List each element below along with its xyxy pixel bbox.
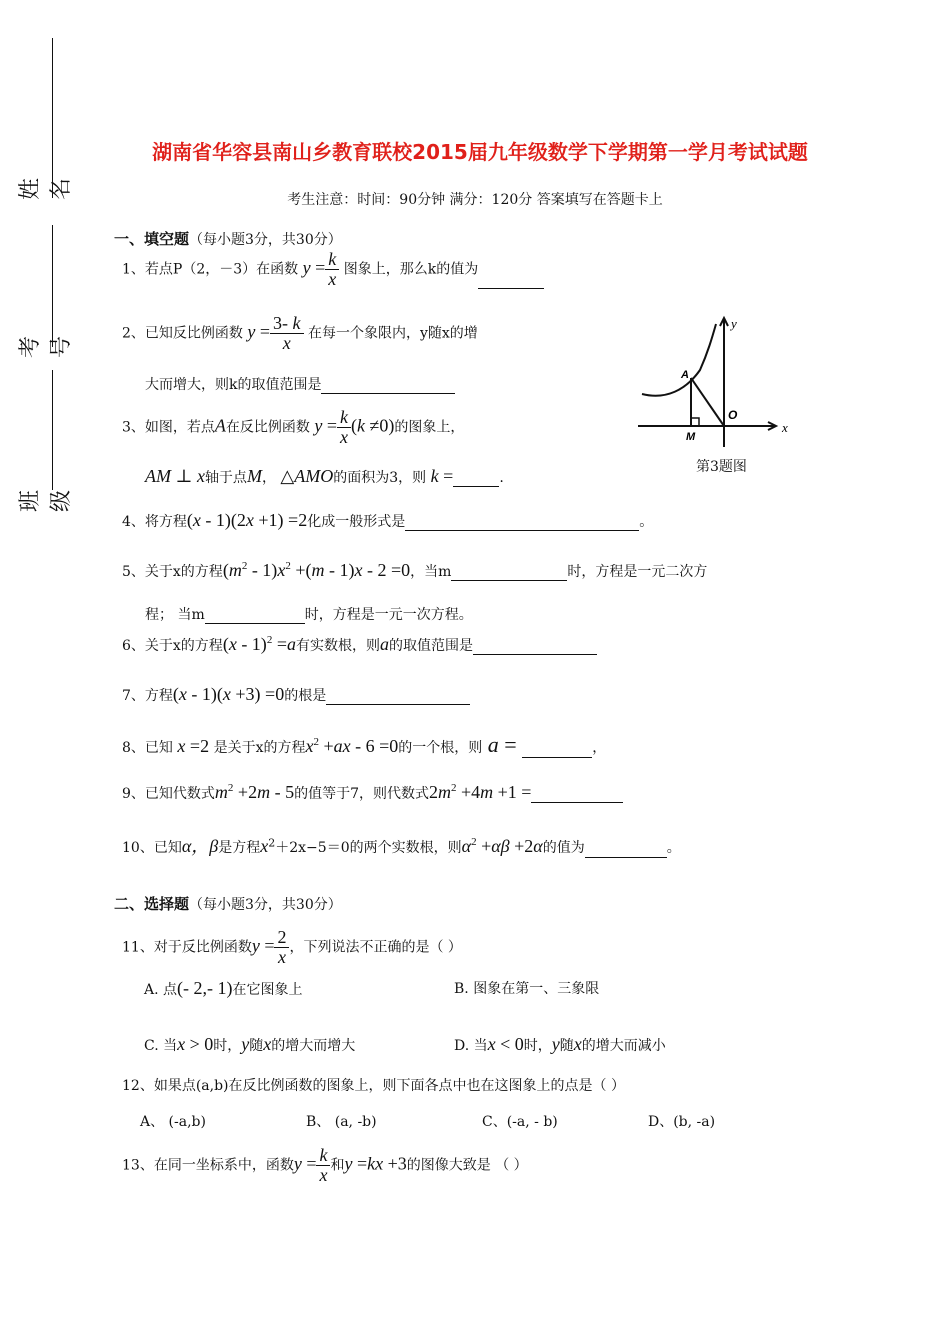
q7-answer-blank[interactable] bbox=[326, 686, 470, 705]
section-1-heading bbox=[114, 228, 342, 249]
q4-text-c: 。 bbox=[639, 514, 654, 530]
q1-text-b: 图象上，那么k的值为 bbox=[343, 261, 479, 278]
label-m: M bbox=[686, 431, 696, 443]
q1-answer-blank[interactable] bbox=[478, 270, 544, 289]
q5-text-e: 时，方程是一元一次方程。 bbox=[304, 607, 473, 623]
q10-text-e: 。 bbox=[666, 840, 681, 856]
q11-option-d[interactable]: D. 当x < 0时，y随x的增大而减小 bbox=[454, 1034, 666, 1054]
q11-text-a: 11、对于反比例函数 bbox=[122, 939, 252, 956]
q12-option-c[interactable]: C、(-a, - b) bbox=[482, 1114, 558, 1130]
q3-text-d: 轴于点 bbox=[204, 470, 247, 486]
question-7: 7、方程(x - 1)(x +3) =0的根是 bbox=[122, 684, 470, 705]
q9-answer-blank[interactable] bbox=[531, 784, 623, 803]
q8-text-a: 8、已知 bbox=[122, 740, 173, 756]
q11-option-b[interactable]: B. 图象在第一、三象限 bbox=[454, 981, 600, 997]
question-2-line-2 bbox=[145, 374, 455, 394]
q13-text-a: 13、在同一坐标系中，函数 bbox=[122, 1157, 294, 1174]
q2-text-a: 2、已知反比例函数 bbox=[122, 325, 243, 342]
label-x: x bbox=[782, 420, 788, 435]
q5-answer-blank-2[interactable] bbox=[205, 605, 305, 624]
q11-text-b: ，下列说法不正确的是（ ） bbox=[289, 939, 462, 956]
q5-text-c: 时，方程是一元二次方 bbox=[567, 564, 708, 580]
q13-text-c: 的图像大致是 （ ） bbox=[406, 1157, 528, 1174]
q2-text-b: 在每一个象限内，y随x的增 bbox=[307, 325, 478, 342]
q11-opt-d-text-c: 随 bbox=[559, 1038, 574, 1054]
q5-answer-blank-1[interactable] bbox=[451, 562, 567, 581]
q3-text-e: ， bbox=[261, 470, 276, 486]
q4-answer-blank[interactable] bbox=[405, 512, 639, 531]
q10-text-a: 10、已知 bbox=[122, 840, 182, 856]
q9-text-a: 9、已知代数式 bbox=[122, 786, 215, 802]
label-a: A bbox=[681, 369, 689, 381]
question-1: 1、若点P（2，－3）在函数 y = $\frac{k}{x}$ 图象上，那么k的值为 bbox=[122, 250, 544, 289]
name-label: 姓名 bbox=[18, 178, 74, 201]
label-o: O bbox=[728, 408, 738, 422]
q11-option-c[interactable]: C. 当x > 0时，y随x的增大而增大 bbox=[144, 1034, 356, 1054]
question-3: 3、如图，若点A在反比例函数 y = $\frac{k}{x}$ (k ≠0)的图象上， bbox=[122, 407, 465, 447]
q10-text-b: 是方程 bbox=[218, 840, 261, 856]
q11-opt-c-text-c: 随 bbox=[249, 1038, 264, 1054]
question-6: 6、关于x的方程(x - 1)$^2$ =a有实数根，则a的取值范围是 bbox=[122, 634, 597, 655]
question-12: 12、如果点(a,b)在反比例函数的图象上，则下面各点中也在这图象上的点是（ ） bbox=[122, 1078, 625, 1094]
q13-text-b: 和 bbox=[330, 1157, 345, 1174]
question-11: 11、对于反比例函数y = $\frac{2}{x}$ ，下列说法不正确的是（ ） bbox=[122, 927, 462, 967]
class-label: 班级 bbox=[18, 490, 74, 513]
q5-text-b: ，当m bbox=[410, 564, 452, 580]
section-2-title: 二、选择题 bbox=[114, 895, 190, 913]
q1-text-a: 1、若点P（2，－3）在函数 bbox=[122, 261, 299, 278]
question-3-line-2: AM ⊥ x轴于点M， △AMO的面积为3，则 k = . bbox=[145, 466, 504, 486]
q12-option-a[interactable]: A、 (-a,b) bbox=[140, 1114, 206, 1130]
q3-text-f: 的面积为3，则 bbox=[333, 470, 427, 486]
q11-opt-d-text-d: 的增大而减小 bbox=[581, 1038, 666, 1054]
page-title: 湖南省华容县南山乡教育联校2015届九年级数学下学期第一学月考试试题 bbox=[152, 140, 808, 164]
figure-caption: 第3题图 bbox=[696, 459, 747, 475]
q10-text-c: ＋2x−5＝0的两个实数根，则 bbox=[275, 840, 462, 856]
hyperbola-curve bbox=[642, 324, 716, 396]
question-2: 2、已知反比例函数 y = $\frac{3- k}{x}$ 在每一个象限内，y随x的增 bbox=[122, 313, 478, 353]
q12-option-b[interactable]: B、 (a, -b) bbox=[306, 1114, 377, 1130]
q11-option-a[interactable]: A. 点(- 2,- 1)在它图象上 bbox=[144, 978, 303, 998]
section-2-note: （每小题3分，共30分） bbox=[189, 897, 342, 913]
q4-text-b: 化成一般形式是 bbox=[307, 514, 406, 530]
q3-figure bbox=[636, 312, 796, 452]
question-13: 13、在同一坐标系中，函数y = $\frac{k}{x}$ 和y =kx +3的图像大致是 （ ） bbox=[122, 1145, 528, 1185]
q11-opt-a-text-b: 在它图象上 bbox=[232, 982, 303, 998]
q9-text-b: 的值等于7，则代数式 bbox=[294, 786, 429, 802]
q12-option-d[interactable]: D、(b, -a) bbox=[648, 1114, 716, 1130]
q4-text-a: 4、将方程 bbox=[122, 514, 187, 530]
q2-text-c: 大而增大，则k的取值范围是 bbox=[145, 377, 322, 393]
q11-opt-c-text-d: 的增大而增大 bbox=[271, 1038, 356, 1054]
q2-answer-blank[interactable] bbox=[321, 375, 455, 394]
question-10: 10、已知α，β是方程$x^2+2x-5=0$的两个实数根，则$\alpha^2 +\alpha\beta +2\alpha$的值为 。 bbox=[122, 836, 681, 856]
section-1-title: 一、填空题 bbox=[114, 230, 190, 248]
section-2-heading bbox=[114, 893, 342, 914]
q6-text-c: 的取值范围是 bbox=[388, 638, 473, 654]
exam-notice: 考生注意：时间：90分钟 满分：120分 答案填写在答题卡上 bbox=[287, 192, 663, 208]
question-9: 9、已知代数式$m^2 +2m - 5$的值等于7，则代数式$2m^2 +4m +1$ = bbox=[122, 782, 623, 803]
number-label: 考号 bbox=[18, 336, 74, 359]
label-y: y bbox=[731, 316, 737, 331]
q5-text-d: 程； 当m bbox=[145, 607, 205, 623]
q11-opt-c-text-a: C. 当 bbox=[144, 1038, 178, 1054]
q11-opt-d-text-b: 时， bbox=[523, 1038, 552, 1054]
q3-text-g: . bbox=[499, 470, 504, 486]
q5-text-a: 5、关于x的方程 bbox=[122, 564, 223, 580]
q7-text-a: 7、方程 bbox=[122, 688, 173, 704]
q11-opt-d-text-a: D. 当 bbox=[454, 1038, 488, 1054]
question-5-line-2 bbox=[145, 604, 473, 624]
question-8: 8、已知 x =2 是关于x的方程$x^2 +ax - 6 =0$的一个根，则 a = ， bbox=[122, 732, 607, 757]
q6-answer-blank[interactable] bbox=[473, 636, 597, 655]
q6-text-a: 6、关于x的方程 bbox=[122, 638, 223, 654]
q11-opt-a-text-a: A. 点 bbox=[144, 982, 178, 998]
section-1-note: （每小题3分，共30分） bbox=[189, 232, 342, 248]
q8-text-d: ， bbox=[592, 740, 607, 756]
q6-text-b: 有实数根，则 bbox=[295, 638, 380, 654]
q7-text-b: 的根是 bbox=[284, 688, 327, 704]
segment-ao bbox=[691, 378, 724, 426]
q8-text-b: 是关于x的方程 bbox=[213, 740, 306, 756]
q3-answer-blank[interactable] bbox=[453, 468, 499, 487]
class-line bbox=[52, 370, 53, 490]
q8-answer-blank[interactable] bbox=[522, 739, 592, 758]
q3-text-a: 3、如图，若点 bbox=[122, 419, 215, 436]
q11-opt-c-text-b: 时， bbox=[213, 1038, 242, 1054]
question-5: 5、关于x的方程$(m^2 - 1)x^2 +(m - 1)x - 2 =0$，当m 时，方程是一元二次方 bbox=[122, 560, 708, 580]
q10-text-d: 的值为 bbox=[542, 840, 585, 856]
q3-text-c: 的图象上， bbox=[394, 419, 465, 436]
q8-text-c: 的一个根，则 bbox=[398, 740, 483, 756]
q10-answer-blank[interactable] bbox=[585, 839, 667, 858]
question-4: 4、将方程(x - 1)(2x +1) =2化成一般形式是 。 bbox=[122, 510, 654, 530]
q3-text-b: 在反比例函数 bbox=[225, 419, 310, 436]
right-angle-mark bbox=[691, 418, 699, 426]
